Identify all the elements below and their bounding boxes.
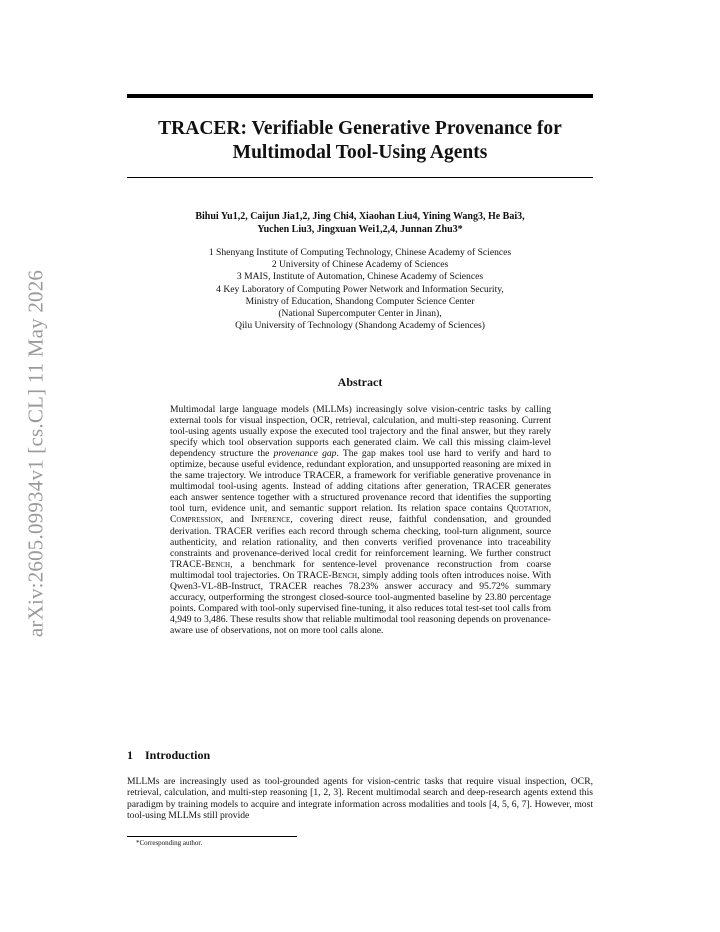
paper-title [127,117,593,165]
author-list [127,210,593,236]
abstract-heading: Abstract [337,375,383,389]
paper-title-line: TRACER: Verifiable Generative Provenance for [158,118,562,139]
provenance-gap-term: provenance gap [273,448,337,460]
relation-quotation: Quotation [506,503,549,515]
affiliation-list [127,247,593,332]
section-title: Introduction [145,748,211,762]
affiliation-line: (National Supercomputer Center in Jinan), [278,308,442,320]
affiliation-line: 2 University of Chinese Academy of Sciences [271,259,449,271]
author-line: Yuchen Liu3, Jingxuan Wei1,2,4, Junnan Zhu3* [257,224,463,235]
section-number: 1 [127,748,133,762]
introduction-paragraph: MLLMs are increasingly used as tool-grounded agents for vision-centric tasks that require visual inspection, OCR, retrieval, calculation, and multi-step reasoning [1, 2, 3]. Recent multimodal search and deep-research agents extend this paradigm by training models to acquire and integrate information across modalities and tools [4, 5, 6, 7]. However, most tool-using MLLMs still provide [127,776,593,821]
affiliation-line: Ministry of Education, Shandong Computer Science Center [245,295,475,307]
relation-inference: Inference [250,514,291,526]
affiliation-line: 1 Shenyang Institute of Computing Technology, Chinese Academy of Sciences [208,247,512,258]
footnote-rule [127,836,297,837]
affiliation-line: Qilu University of Technology (Shandong Academy of Sciences) [235,320,485,332]
relation-compression: Compression [170,514,221,526]
paper-title-line: Multimodal Tool-Using Agents [232,142,488,163]
title-bottom-rule [127,177,593,178]
arxiv-identifier-stamp: arXiv:2605.09934v1 [cs.CL] 11 May 2026 [23,269,48,638]
affiliation-line: 4 Key Laboratory of Computing Power Network and Information Security, [216,283,504,295]
title-top-rule [127,94,593,98]
section-heading-introduction [127,748,210,763]
author-line: Bihui Yu1,2, Caijun Jia1,2, Jing Chi4, Xiaohan Liu4, Yining Wang3, He Bai3, [195,211,525,222]
abstract-text: Multimodal large language models (MLLMs) increasingly solve vision-centric tasks by calling external tools for visual inspection, OCR, retrieval, calculation, and multi-step reasoning. Current tool-using agents usually expose the executed tool trajectory and the final answer, but they rarely specify which tool observation supports each generated claim. We call this missing claim-level dependency structure the provenance gap. The gap makes tool use hard to verify and hard to optimize, because useful evidence, redundant exploration, and unsupported reasoning are mixed in the same trajectory. We introduce TRACER, a framework for verifiable generative provenance in multimodal tool-using agents. Instead of adding citations after generation, TRACER generates each answer sentence together with a structured provenance record that identifies the supporting tool turn, evidence unit, and semantic support relation. Its relation space contains Quotation, Compression, and Inference, covering direct reuse, faithful condensation, and grounded derivation. TRACER verifies each record through schema checking, tool-turn alignment, source authenticity, and relation rationality, and then converts verified provenance into traceability constraints and provenance-derived local credit for reinforcement learning. We further construct TRACE-Bench, a benchmark for sentence-level provenance reconstruction from coarse multimodal tool trajectories. On TRACE-Bench, simply adding tools often introduces noise. With Qwen3-VL-8B-Instruct, TRACER reaches 78.23% answer accuracy and 95.72% summary accuracy, outperforming the strongest closed-source tool-augmented baseline by 23.80 percentage points. Compared with tool-only supervised fine-tuning, it also reduces total test-set tool calls from 4,949 to 3,486. These results show that reliable multimodal tool reasoning depends on provenance-aware use of observations, not on more tool calls alone. [170,404,552,636]
footnote-corresponding-author: *Corresponding author. [136,839,203,847]
affiliation-line: 3 MAIS, Institute of Automation, Chinese Academy of Sciences [236,271,484,283]
